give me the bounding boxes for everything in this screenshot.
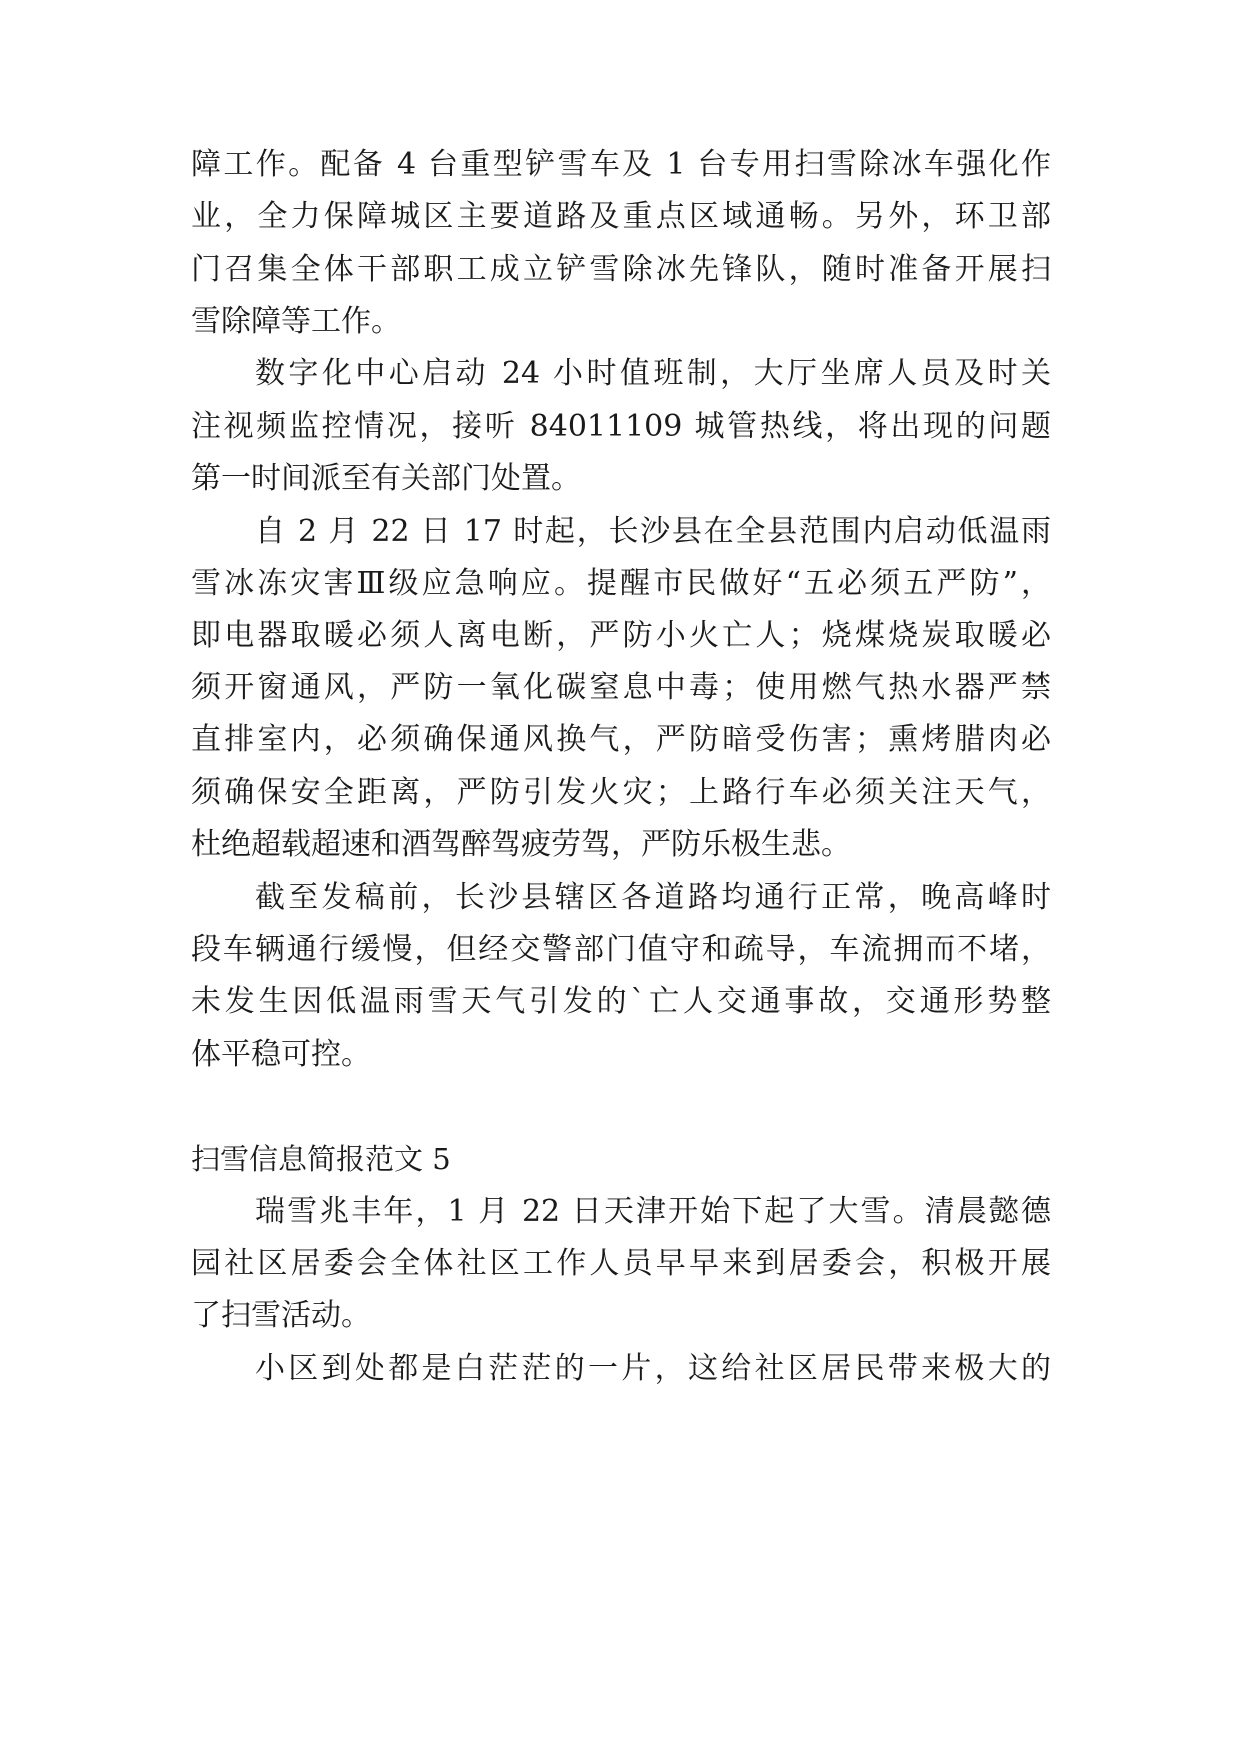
- paragraph-line: 截至发稿前，长沙县辖区各道路均通行正常，晚高峰时: [255, 880, 1051, 915]
- paragraph-line: 须开窗通风，严防一氧化碳窒息中毒；使用燃气热水器严禁: [191, 670, 1051, 705]
- paragraph-line: 雪除障等工作。: [191, 304, 401, 339]
- paragraph-line: 门召集全体干部职工成立铲雪除冰先锋队，随时准备开展扫: [191, 252, 1051, 287]
- paragraph-line: 直排室内，必须确保通风换气，严防暗受伤害；熏烤腊肉必: [191, 722, 1051, 757]
- paragraph-line: 体平稳可控。: [191, 1037, 371, 1072]
- paragraph-line: 即电器取暖必须人离电断，严防小火亡人；烧煤烧炭取暖必: [191, 618, 1051, 653]
- paragraph-line: 瑞雪兆丰年，1 月 22 日天津开始下起了大雪。清晨懿德: [255, 1194, 1051, 1229]
- paragraph-line: 障工作。配备 4 台重型铲雪车及 1 台专用扫雪除冰车强化作: [191, 147, 1051, 182]
- section-heading: 扫雪信息简报范文 5: [191, 1142, 451, 1176]
- paragraph-line: 了扫雪活动。: [191, 1298, 371, 1333]
- paragraph-line: 须确保安全距离，严防引发火灾；上路行车必须关注天气，: [191, 775, 1051, 810]
- paragraph-line: 注视频监控情况，接听 84011109 城管热线，将出现的问题: [191, 409, 1051, 444]
- paragraph-line: 段车辆通行缓慢，但经交警部门值守和疏导，车流拥而不堵，: [191, 932, 1051, 967]
- paragraph-line: 未发生因低温雨雪天气引发的`亡人交通事故，交通形势整: [191, 984, 1051, 1019]
- paragraph-line: 园社区居委会全体社区工作人员早早来到居委会，积极开展: [191, 1246, 1051, 1281]
- paragraph-line: 自 2 月 22 日 17 时起，长沙县在全县范围内启动低温雨: [255, 514, 1051, 549]
- paragraph-line: 业，全力保障城区主要道路及重点区域通畅。另外，环卫部: [191, 199, 1051, 234]
- paragraph-line: 小区到处都是白茫茫的一片，这给社区居民带来极大的: [255, 1351, 1051, 1386]
- paragraph-line: 第一时间派至有关部门处置。: [191, 461, 581, 496]
- paragraph-line: 雪冰冻灾害Ⅲ级应急响应。提醒市民做好“五必须五严防”，: [191, 566, 1051, 601]
- paragraph-line: 杜绝超载超速和酒驾醉驾疲劳驾，严防乐极生悲。: [191, 827, 851, 862]
- paragraph-line: 数字化中心启动 24 小时值班制，大厅坐席人员及时关: [255, 356, 1051, 391]
